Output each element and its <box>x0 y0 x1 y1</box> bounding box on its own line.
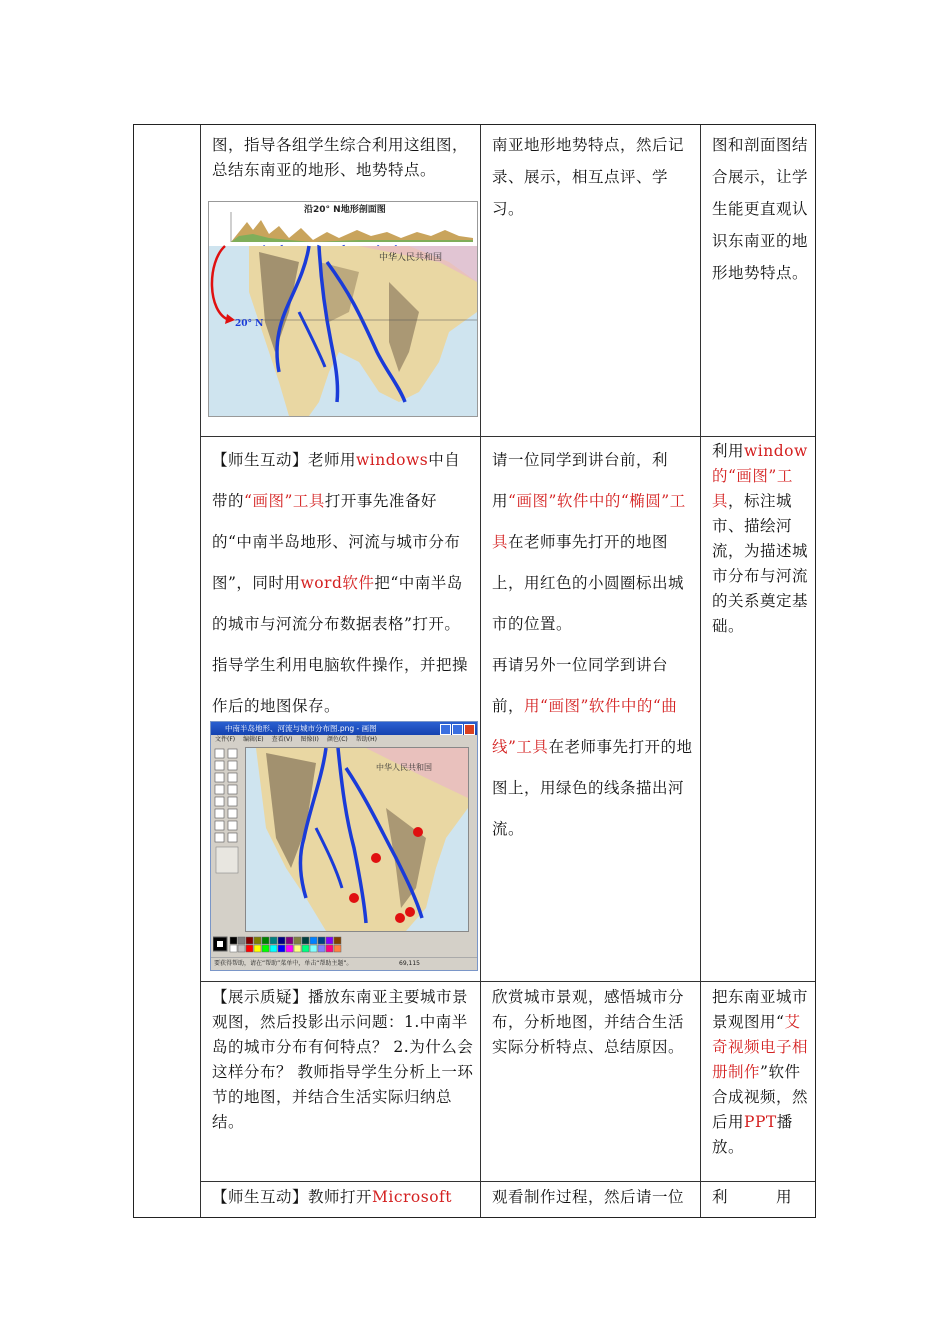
row1-purpose-text: 图和剖面图结合展示，让学生能更直观认识东南亚的地形地势特点。 <box>712 136 809 282</box>
city-marker <box>371 853 381 863</box>
row2-student-text <box>492 440 696 850</box>
close-icon[interactable] <box>464 724 475 735</box>
paint-map-country-label: 中华人民共和国 <box>376 763 432 772</box>
paint-title: 中南半岛地形、河流与城市分布图.png - 画图 <box>225 724 377 733</box>
row-divider <box>200 981 815 982</box>
row-divider <box>200 1181 815 1182</box>
paint-color-palette <box>213 936 433 954</box>
row-divider <box>200 436 815 437</box>
row1-student-text: 南亚地形地势特点，然后记录、展示，相互点评、学习。 <box>492 136 685 218</box>
lesson-table <box>133 124 816 1218</box>
cursor-coordinates: 69,115 <box>399 960 420 967</box>
menu-help[interactable]: 帮助(H) <box>355 736 377 743</box>
menu-colors[interactable]: 颜色(C) <box>326 736 348 743</box>
word-software-keyword: word软件 <box>300 574 375 592</box>
city-marker <box>413 827 423 837</box>
menu-view[interactable]: 查看(V) <box>271 736 293 743</box>
city-marker <box>395 913 405 923</box>
curve-tool-keyword: 用“画图”软件中的“曲线”工具 <box>492 697 678 756</box>
column-divider <box>480 125 481 1217</box>
city-marker <box>349 893 359 903</box>
terrain-map-graphic <box>209 202 477 416</box>
row2-purpose-text: 利用window的“画图”工具，标注城市、描绘河流，为描述城市分布与河流的关系奠定基础。 <box>712 442 809 635</box>
row3-activity-text: 【展示质疑】播放东南亚主要城市景观图，然后投影出示问题：1.中南半岛的城市分布有何特点？ 2.为什么会这样分布？ 教师指导学生分析上一环节的地图，并结合生活实际归纳总结。 <box>212 988 474 1131</box>
paint-toolbox <box>213 747 241 917</box>
window-paint-keyword: window的“画图”工具 <box>712 442 808 510</box>
ellipse-tool-keyword: “画图”软件中的“椭圆”工具 <box>492 492 686 551</box>
row2-student-para1: 请一位同学到讲台前，利用“画图”软件中的“椭圆”工具在老师事先打开的地图上，用红色的小圆圈标出城市的位置。 <box>492 451 686 633</box>
column-divider <box>200 125 201 1217</box>
menu-file[interactable]: 文件(F) <box>215 736 236 743</box>
paint-titlebar <box>211 722 477 735</box>
paint-map-graphic <box>246 748 468 931</box>
row4-student-text: 观看制作过程，然后请一位 <box>492 1188 685 1206</box>
ppt-keyword: PPT <box>744 1113 777 1131</box>
windows-keyword: windows <box>356 451 429 469</box>
minimize-icon[interactable] <box>440 724 451 735</box>
paint-window-screenshot <box>210 721 478 971</box>
menu-image[interactable]: 图像(I) <box>300 736 319 743</box>
column-divider <box>700 125 701 1217</box>
row2-student-para2: 再请另外一位同学到讲台前，用“画图”软件中的“曲线”工具在老师事先打开的地图上，用绿色的线条描出河流。 <box>492 656 693 838</box>
tool-icons <box>213 747 241 917</box>
paint-tool-keyword: “画图”工具 <box>244 492 325 510</box>
status-help-text: 要获得帮助，请在“帮助”菜单中，单击“帮助主题”。 <box>214 960 353 967</box>
row2-activity-text: 【师生互动】老师用windows中自带的“画图”工具打开事先准备好的“中南半岛地形、河流与城市分布图”，同时用word软件把“中南半岛的城市与河流分布数据表格”打开。指导学生利用电脑软件操作，并把操作后的地图保存。 <box>212 451 469 715</box>
paint-statusbar <box>211 957 477 970</box>
maximize-icon[interactable] <box>452 724 463 735</box>
map-country-label: 中华人民共和国 <box>379 253 443 263</box>
row4-activity-text: 【师生互动】教师打开Microsoft <box>212 1188 453 1206</box>
latitude-label: 20° N <box>235 319 264 329</box>
microsoft-keyword: Microsoft <box>372 1188 453 1206</box>
menu-edit[interactable]: 编辑(E) <box>243 736 264 743</box>
row1-activity-text: 图，指导各组学生综合利用这组图，总结东南亚的地形、地势特点。 <box>212 136 469 179</box>
row4-purpose-text: 利 用 <box>712 1188 793 1206</box>
row3-student-text: 欣赏城市景观，感悟城市分布，分析地图，并结合生活实际分析特点、总结原因。 <box>492 988 685 1056</box>
city-marker <box>405 907 415 917</box>
row3-purpose-text: 把东南亚城市景观图用“艾奇视频电子相册制作”软件合成视频，然后用PPT播放。 <box>712 988 809 1156</box>
video-album-software-keyword: 艾奇视频电子相册制作 <box>712 1013 809 1081</box>
paint-menubar <box>211 735 477 745</box>
paint-canvas[interactable] <box>245 747 469 932</box>
palette-swatches <box>213 936 433 954</box>
profile-title: 沿20° N地形剖面图 <box>304 205 386 215</box>
window-buttons <box>439 724 475 735</box>
terrain-profile-map <box>208 201 478 417</box>
